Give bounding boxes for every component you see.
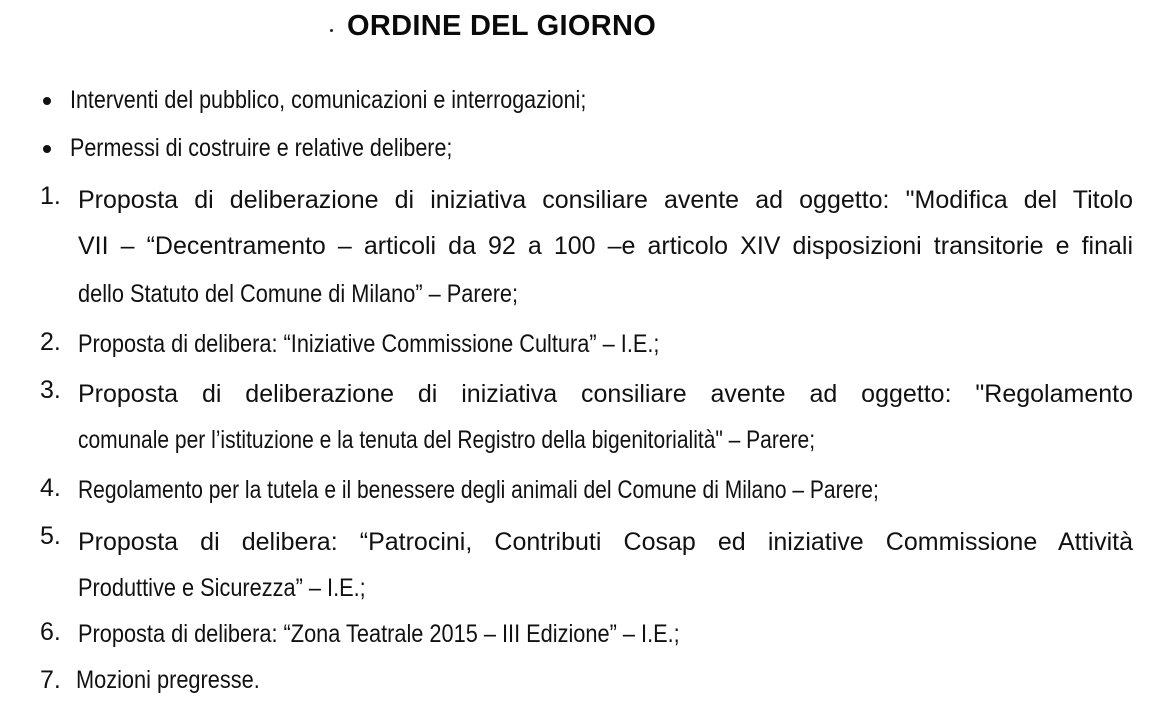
bullet-icon [43, 145, 51, 153]
item-line: Proposta di delibera: “Iniziative Commissione Cultura” – I.E.; [78, 330, 660, 358]
bullet-text: Permessi di costruire e relative delibere; [70, 134, 453, 162]
item-line: VII – “Decentramento – articoli da 92 a 100 –e articolo XIV disposizioni transitorie e finali [78, 232, 1133, 260]
item-line: Proposta di delibera: “Zona Teatrale 2015 – III Edizione” – I.E.; [78, 620, 680, 648]
item-line: Proposta di deliberazione di iniziativa consiliare avente ad oggetto: "Modifica del Titolo [78, 186, 1133, 214]
page-title: ORDINE DEL GIORNO [347, 10, 657, 42]
item-number: 5. [40, 522, 61, 550]
item-number: 2. [40, 328, 61, 356]
item-number: 3. [40, 376, 61, 404]
item-number: 6. [40, 618, 61, 646]
item-line: dello Statuto del Comune di Milano” – Parere; [78, 280, 519, 308]
item-line: Proposta di deliberazione di iniziativa consiliare avente ad oggetto: "Regolamento [78, 380, 1133, 408]
item-line: Mozioni pregresse. [76, 666, 260, 694]
bullet-icon [43, 97, 51, 105]
item-number: 7. [40, 666, 61, 694]
item-line: Proposta di delibera: “Patrocini, Contributi Cosap ed iniziative Commissione Attività [78, 528, 1133, 556]
item-line: Produttive e Sicurezza” – I.E.; [78, 574, 366, 602]
item-line: Regolamento per la tutela e il benessere degli animali del Comune di Milano – Parere; [78, 476, 879, 504]
item-line: comunale per l’istituzione e la tenuta del Registro della bigenitorialità" – Parere; [78, 426, 816, 454]
scan-speck [330, 29, 333, 32]
item-number: 1. [40, 182, 61, 210]
bullet-text: Interventi del pubblico, comunicazioni e interrogazioni; [70, 86, 587, 114]
item-number: 4. [40, 474, 61, 502]
